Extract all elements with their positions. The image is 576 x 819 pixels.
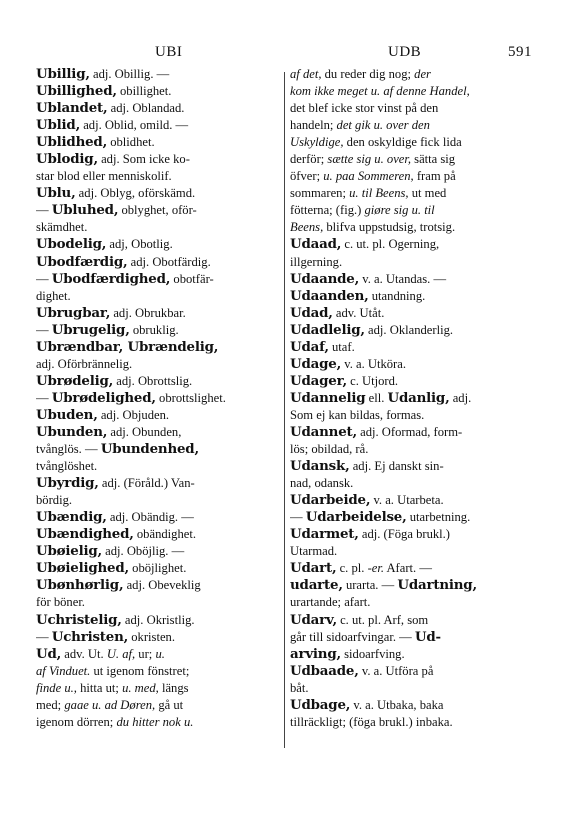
definition-text: c. ut. pl. Ogerning,	[341, 237, 440, 252]
definition-text: —	[36, 203, 52, 218]
headword: Ublidhed,	[36, 134, 108, 151]
definition-text: med;	[36, 697, 65, 712]
definition-text: blifva uppstudsig, trotsig.	[323, 220, 456, 235]
definition-text: obotfär-	[170, 271, 214, 286]
definition-text: det blef icke stor vinst på den	[290, 101, 439, 116]
text-line	[290, 356, 534, 373]
text-line	[290, 492, 534, 509]
definition-text: c. ut. pl. Arf, som	[336, 612, 429, 627]
example-phrase: sætte sig u. over,	[327, 152, 412, 167]
text-line	[36, 83, 280, 100]
text-line	[290, 117, 534, 134]
headword: Ubøielig,	[36, 543, 102, 560]
text-line	[36, 560, 280, 577]
definition-text: —	[36, 390, 52, 405]
text-line	[36, 697, 280, 714]
headword: Udbage,	[290, 696, 351, 713]
definition-text: adj. Okristlig.	[121, 612, 195, 627]
text-line	[36, 236, 280, 253]
text-line	[290, 441, 534, 458]
text-line	[290, 134, 534, 151]
text-line	[290, 680, 534, 697]
definition-text: adj. Obunden,	[107, 424, 182, 439]
headword: Uchristen,	[51, 628, 129, 645]
text-line	[290, 612, 534, 629]
text-line	[290, 646, 534, 663]
text-line	[290, 424, 534, 441]
definition-text: oböjlighet.	[129, 561, 187, 576]
headword: Ubluhed,	[51, 202, 119, 219]
text-line	[36, 117, 280, 134]
header-right-guideword: UDB	[388, 44, 422, 60]
text-line	[290, 390, 534, 407]
definition-text: c. pl.	[336, 561, 368, 576]
definition-text: —	[290, 510, 306, 525]
definition-text: derför;	[290, 152, 328, 167]
definition-text: —	[36, 322, 52, 337]
headword: Ubodfærdig,	[36, 253, 128, 270]
text-line	[36, 441, 280, 458]
text-line	[36, 185, 280, 202]
definition-text: ut med	[408, 186, 447, 201]
headword: Ubrugelig,	[51, 321, 130, 338]
headword: Ud-	[414, 628, 441, 645]
definition-text: adv. Utåt.	[332, 305, 385, 320]
text-line	[36, 612, 280, 629]
definition-text: adj, Obotlig.	[106, 237, 173, 252]
definition-text: går till sidoarfvingar. —	[290, 629, 415, 644]
definition-text: sidoarfving.	[340, 646, 405, 661]
example-phrase: kom ikke meget u. af denne Handel,	[290, 84, 470, 99]
text-line	[36, 219, 280, 236]
text-line	[36, 475, 280, 492]
headword: Ubønhørlig,	[36, 577, 124, 594]
text-line	[290, 168, 534, 185]
right-column	[290, 66, 534, 731]
left-column	[36, 66, 280, 731]
definition-text: bördig.	[36, 493, 73, 508]
definition-text: v. a. Utköra.	[341, 356, 406, 371]
text-line	[36, 492, 280, 509]
headword: Ubrødelighed,	[51, 389, 156, 406]
example-phrase: u.	[155, 646, 165, 661]
example-phrase: du hitter nok u.	[116, 714, 194, 729]
definition-text: obruklig.	[129, 322, 179, 337]
headword: Ubrugbar,	[36, 304, 111, 321]
text-line	[290, 373, 534, 390]
definition-text: v. a. Utföra på	[358, 663, 434, 678]
text-line	[290, 236, 534, 253]
headword: Udaad,	[290, 236, 342, 253]
text-line	[290, 288, 534, 305]
headword: Udaande,	[290, 270, 360, 287]
headword: Udad,	[290, 304, 333, 321]
text-line	[36, 254, 280, 271]
definition-text: adj. Oklanderlig.	[364, 322, 454, 337]
definition-text: oblyghet, oför-	[118, 203, 197, 218]
text-line	[36, 543, 280, 560]
definition-text: för böner.	[36, 595, 85, 610]
column-divider	[284, 72, 285, 748]
text-line	[290, 271, 534, 288]
definition-text: v. a. Utarbeta.	[370, 493, 444, 508]
definition-text: adj. Oblid, omild. —	[80, 118, 189, 133]
text-line	[36, 594, 280, 611]
page-number: 591	[508, 44, 532, 60]
definition-text: öfver;	[290, 169, 324, 184]
definition-text: tvånglös. —	[36, 442, 101, 457]
text-line	[36, 339, 280, 356]
text-line	[290, 407, 534, 424]
headword: Udansk,	[290, 458, 350, 475]
headword: Udart,	[290, 560, 337, 577]
definition-text: fötterna; (fig.)	[290, 203, 365, 218]
text-line	[36, 271, 280, 288]
definition-text: tvånglöshet.	[36, 459, 98, 474]
example-phrase: af Vinduet.	[36, 663, 91, 678]
text-line	[36, 407, 280, 424]
headword: Udarmet,	[290, 526, 359, 543]
headword: Udannelig	[290, 389, 366, 406]
text-line	[290, 339, 534, 356]
definition-text: adj. Ej danskt sin-	[349, 459, 444, 474]
headword: Ubillig,	[36, 66, 90, 82]
definition-text: obändighet.	[133, 527, 196, 542]
text-line	[290, 151, 534, 168]
text-line	[290, 458, 534, 475]
example-phrase: Uskyldige,	[290, 135, 344, 150]
text-line	[36, 714, 280, 731]
text-line	[36, 168, 280, 185]
text-line	[36, 356, 280, 373]
definition-text: adj. (Föga brukl.)	[358, 527, 451, 542]
headword: Ubillighed,	[36, 83, 117, 100]
text-line	[36, 629, 280, 646]
headword: Ubunden,	[36, 423, 108, 440]
definition-text: sommaren;	[290, 186, 350, 201]
text-line	[36, 458, 280, 475]
definition-text: lös; obildad, rå.	[290, 442, 369, 457]
definition-text: adj. Obillig. —	[89, 67, 170, 81]
headword: Udadlelig,	[290, 321, 365, 338]
headword: Ubodelig,	[36, 236, 107, 253]
definition-text: Afart. —	[384, 561, 432, 576]
headword: Ubrødelig,	[36, 372, 114, 389]
definition-text: adj. Obändig. —	[106, 510, 194, 525]
definition-text: adj. Oblyg, oförskämd.	[75, 186, 196, 201]
definition-text: fram på	[413, 169, 456, 184]
definition-text: adj. Obeveklig	[123, 578, 201, 593]
text-line	[36, 424, 280, 441]
definition-text: okristen.	[128, 629, 175, 644]
text-line	[36, 390, 280, 407]
definition-text: ur;	[135, 646, 156, 661]
headword: Udartning,	[397, 577, 477, 594]
definition-text: adj. Obotfärdig.	[127, 254, 211, 269]
text-line	[36, 680, 280, 697]
text-line	[290, 83, 534, 100]
definition-text: sätta sig	[411, 152, 456, 167]
headword: Ublandet,	[36, 100, 108, 117]
definition-text: adv. Ut.	[61, 646, 107, 661]
example-phrase: af det,	[290, 67, 322, 81]
headword: arving,	[290, 645, 341, 662]
definition-text: adj. (Föråld.) Van-	[98, 476, 195, 491]
definition-text: utarbetning.	[406, 510, 471, 525]
headword: udarte,	[290, 577, 343, 594]
text-line	[290, 663, 534, 680]
headword: Ublu,	[36, 185, 76, 202]
headword: Ubøielighed,	[36, 560, 129, 577]
definition-text: v. a. Utandas. —	[359, 271, 447, 286]
definition-text: igenom dörren;	[36, 714, 117, 729]
text-line	[36, 646, 280, 663]
text-line	[36, 202, 280, 219]
headword: Ubrændbar, Ubrændelig,	[36, 338, 219, 355]
example-phrase: u. til Beens,	[349, 186, 409, 201]
definition-text: —	[36, 271, 52, 286]
definition-text: Som ej kan bildas, formas.	[290, 407, 425, 422]
text-line	[290, 254, 534, 271]
definition-text: ell.	[365, 390, 388, 405]
definition-text: utaf.	[328, 339, 355, 354]
text-line	[290, 560, 534, 577]
example-phrase: det gik u. over den	[336, 118, 430, 133]
definition-text: urartande; afart.	[290, 595, 371, 610]
text-line	[290, 697, 534, 714]
text-line	[290, 219, 534, 236]
headword: Udannet,	[290, 423, 357, 440]
definition-text: obillighet.	[116, 84, 172, 99]
text-line	[36, 66, 280, 83]
headword: Udanlig,	[387, 389, 450, 406]
definition-text: tillräckligt; (föga brukl.) inbaka.	[290, 714, 453, 729]
example-phrase: der	[414, 67, 431, 81]
headword: Ubændig,	[36, 509, 107, 526]
definition-text: —	[36, 629, 52, 644]
definition-text: adj. Objuden.	[97, 407, 170, 422]
definition-text: båt.	[290, 680, 309, 695]
headword: Ubyrdig,	[36, 475, 99, 492]
definition-text: adj. Oblandad.	[107, 101, 185, 116]
text-line	[36, 373, 280, 390]
definition-text: c. Utjord.	[346, 373, 399, 388]
text-line	[36, 526, 280, 543]
definition-text: nad, odansk.	[290, 476, 354, 491]
definition-text: adj. Oformad, form-	[356, 424, 463, 439]
text-line	[290, 594, 534, 611]
headword: Udager,	[290, 372, 347, 389]
text-line	[290, 66, 534, 83]
text-line	[36, 509, 280, 526]
headword: Udarbeidelse,	[305, 509, 407, 526]
definition-text: adj. Obrottslig.	[113, 373, 193, 388]
definition-text: längs	[158, 680, 189, 695]
definition-text: adj. Oböjlig. —	[101, 544, 185, 559]
definition-text: den oskyldige fick lida	[343, 135, 462, 150]
definition-text: adj. Oförbrännelig.	[36, 356, 133, 371]
headword: Udaf,	[290, 338, 329, 355]
text-line	[36, 577, 280, 594]
headword: Ublodig,	[36, 151, 98, 168]
headword: Ubundenhed,	[100, 441, 199, 458]
definition-text: skämdhet.	[36, 220, 88, 235]
example-phrase: u. paa Sommeren,	[323, 169, 414, 184]
page-header	[40, 44, 540, 66]
text-line	[290, 100, 534, 117]
headword: Udbaade,	[290, 662, 359, 679]
definition-text: gå ut	[155, 697, 184, 712]
definition-text: adj. Som icke ko-	[97, 152, 190, 167]
headword: Ud,	[36, 645, 62, 662]
text-line	[290, 526, 534, 543]
example-phrase: Beens,	[290, 220, 324, 235]
definition-text: urarta. —	[342, 578, 398, 593]
headword: Ubodfærdighed,	[51, 270, 171, 287]
example-phrase: finde u.,	[36, 680, 77, 695]
text-line	[36, 134, 280, 151]
text-line	[36, 305, 280, 322]
definition-text: utandning.	[368, 288, 426, 303]
headword: Udarbeide,	[290, 492, 371, 509]
example-phrase: u. med,	[122, 680, 159, 695]
text-line	[290, 509, 534, 526]
text-line	[290, 202, 534, 219]
definition-text: hitta ut;	[76, 680, 123, 695]
example-phrase: gaae u. ad Døren,	[64, 697, 156, 712]
definition-text: handeln;	[290, 118, 337, 133]
headword: Udage,	[290, 355, 342, 372]
headword: Udaanden,	[290, 287, 369, 304]
text-line	[36, 663, 280, 680]
text-line	[290, 185, 534, 202]
definition-text: v. a. Utbaka, baka	[350, 697, 444, 712]
text-line	[36, 322, 280, 339]
text-line	[290, 577, 534, 594]
definition-text: star blod eller menniskolif.	[36, 169, 172, 184]
definition-text: Utarmad.	[290, 544, 338, 559]
example-phrase: giøre sig u. til	[364, 203, 435, 218]
definition-text: dighet.	[36, 288, 71, 303]
text-line	[36, 100, 280, 117]
text-line	[290, 305, 534, 322]
headword: Ublid,	[36, 117, 81, 134]
definition-text: oblidhet.	[107, 135, 155, 150]
definition-text: ut igenom fönstret;	[90, 663, 190, 678]
headword: Ubændighed,	[36, 526, 134, 543]
example-phrase: -er.	[367, 561, 384, 576]
headword: Ubuden,	[36, 406, 98, 423]
headword: Uchristelig,	[36, 611, 122, 628]
definition-text: du reder dig nog;	[321, 67, 415, 81]
definition-text: illgerning.	[290, 254, 343, 269]
definition-text: obrottslighet.	[155, 390, 226, 405]
headword: Udarv,	[290, 611, 337, 628]
definition-text: adj. Obrukbar.	[110, 305, 186, 320]
text-line	[290, 714, 534, 731]
text-line	[290, 629, 534, 646]
text-line	[290, 543, 534, 560]
definition-text: adj.	[449, 390, 472, 405]
text-line	[290, 322, 534, 339]
text-line	[36, 288, 280, 305]
text-line	[36, 151, 280, 168]
example-phrase: U. af,	[106, 646, 136, 661]
text-line	[290, 475, 534, 492]
header-left-guideword: UBI	[155, 44, 183, 60]
